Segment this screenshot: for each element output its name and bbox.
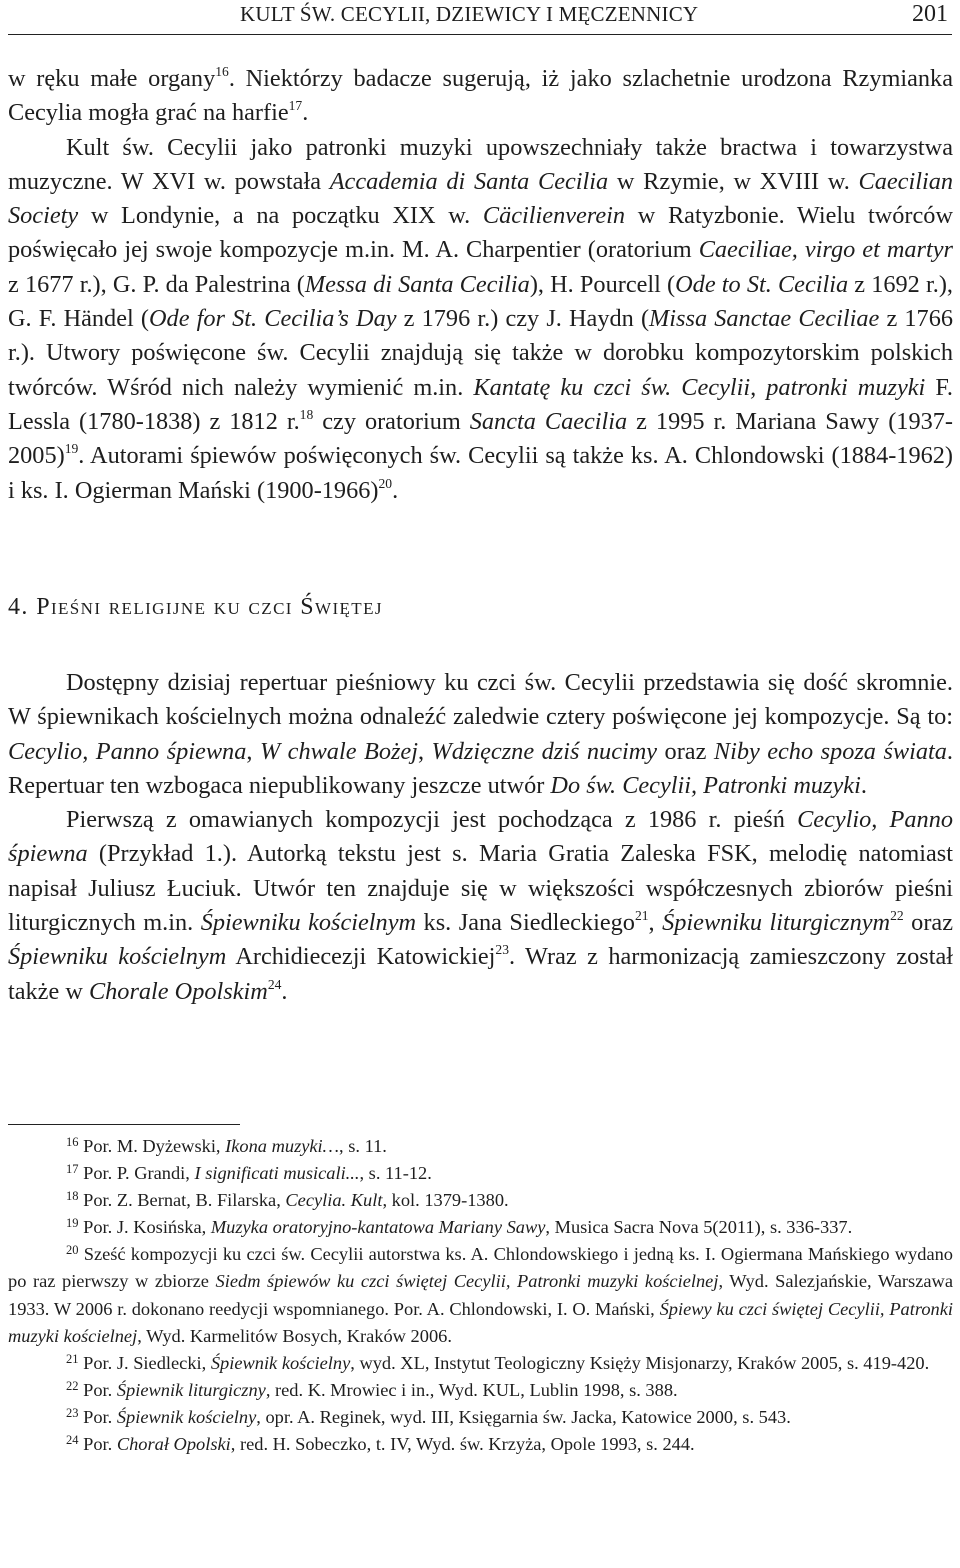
section-title: Pieśni religijne ku czci Świętej <box>36 594 383 620</box>
footnote-number: 22 <box>66 1378 79 1393</box>
section-heading <box>8 594 383 621</box>
footnote-ref: 23 <box>495 942 509 958</box>
footnote-item: $^{24}$ Por. Chorał Opolski, red. H. Sobeczko, t. IV, Wyd. św. Krzyża, Opole 1993, s. 244. <box>66 1432 695 1455</box>
footnote-ref: 19 <box>64 441 79 457</box>
footnote-number: 23 <box>66 1405 79 1420</box>
footnote-ref: 17 <box>288 98 303 114</box>
footnote-number: 24 <box>66 1432 79 1447</box>
italic-title: Sancta Caecilia <box>469 407 628 435</box>
footnote-number: 19 <box>66 1216 79 1231</box>
italic-title: Śpiewnik liturgiczny <box>116 1379 266 1400</box>
italic-title: Niby echo spoza świata <box>713 737 947 765</box>
footnote-number: 21 <box>66 1351 79 1366</box>
italic-title: Kantatę ku czci św. Cecylii, patronki muzyki <box>473 373 926 401</box>
footnote-separator <box>8 1124 240 1125</box>
italic-title: Śpiewnik kościelny <box>116 1406 257 1427</box>
italic-title: Śpiewniku liturgicznym <box>662 909 891 937</box>
body-text-upper <box>8 62 953 508</box>
italic-title: W chwale Bożej <box>259 737 418 765</box>
section-number: 4. <box>8 594 29 620</box>
footnote-ref: 20 <box>378 475 393 491</box>
italic-title: Ode for St. Cecilia’s Day <box>149 305 397 333</box>
footnote-item: $^{22}$ Por. Śpiewnik liturgiczny, red. K. Mrowiec i in., Wyd. KUL, Lublin 1998, s. 388. <box>66 1378 678 1400</box>
footnote-ref: 22 <box>890 907 904 923</box>
paragraph: Dostępny dzisiaj repertuar pieśniowy ku czci św. Cecylii przedstawia się dość skromnie. W śpiewnikach kościelnych można odnaleźć zaledwie cztery poświęcone jej kompozycje. Są to: Cecylio, Panno śpiewna, W chwale Bożej, Wdzięczne dziś nucimy oraz Niby echo spoza świata. Repertuar ten wzbogaca niepublikowany jeszcze utwór Do św. Cecylii, Patronki muzyki. <box>8 669 953 799</box>
italic-title: I significati musicali... <box>194 1163 360 1184</box>
italic-title: Siedm śpiewów ku czci świętej Cecylii, Patronki muzyki kościelnej <box>215 1271 719 1292</box>
italic-title: Cecylia. Kult <box>285 1190 383 1211</box>
footnote-item: $^{23}$ Por. Śpiewnik kościelny, opr. A. Reginek, wyd. III, Księgarnia św. Jacka, Katowice 2000, s. 543. <box>66 1405 791 1427</box>
italic-title: Cäcilienverein <box>482 202 626 230</box>
italic-title: Missa Sanctae Ceciliae <box>649 305 880 333</box>
italic-title: Ikona muzyki… <box>225 1136 340 1156</box>
footnote-item: $^{19}$ Por. J. Kosińska, Muzyka oratoryjno-kantatowa Mariany Sawy, Musica Sacra Nova 5(2011), s. 336-337. <box>66 1216 853 1238</box>
paragraph: w ręku małe organy$^{16}$. Niektórzy badacze sugerują, iż jako szlachetnie urodzona Rzymianka Cecylia mogła grać na harfie$^{17}$. <box>8 63 953 127</box>
running-head <box>8 0 952 35</box>
footnote-item: $^{21}$ Por. J. Siedlecki, Śpiewnik kościelny, wyd. XL, Instytut Teologiczny Księży Misjonarzy, Kraków 2005, s. 419-420. <box>66 1351 930 1373</box>
paragraph: Kult św. Cecylii jako patronki muzyki upowszechniały także bractwa i towarzystwa muzyczne. W XVI w. powstała Accademia di Santa Cecilia w Rzymie, w XVIII w. Caecilian Society w Londynie, a na początku XIX w. Cäcilienverein w Ratyzbonie. Wielu twórców poświęcało jej swoje kompozycje m.in. M. A. Charpentier (oratorium Caeciliae, virgo et martyr z 1677 r.), G. P. da Palestrina (Messa di Santa Cecilia), H. Pourcell (Ode to St. Cecilia z 1692 r.), G. F. Händel (Ode for St. Cecilia’s Day z 1796 r.) czy J. Haydn (Missa Sanctae Ceciliae z 1766 r.). Utwory poświęcone św. Cecylii znajdują się także w dorobku kompozytorskim polskich twórców. Wśród nich należy wymienić m.in. Kantatę ku czci św. Cecylii, patronki muzyki F. Lessla (1780-1838) z 1812 r.$^{18}$ czy oratorium Sancta Caecilia z 1995 r. Mariana Sawy (1937-2005)$^{19}$. Autorami śpiewów poświęconych św. Cecylii są także ks. A. Chlondowski (1884-1962) i ks. I. Ogierman Mański (1900-1966)$^{20}$. <box>8 133 954 504</box>
italic-title: Cecylio, Panno śpiewna <box>8 806 953 868</box>
italic-title: Wdzięczne dziś nucimy <box>431 737 658 765</box>
footnote-number: 18 <box>66 1188 79 1203</box>
footnote-item: $^{18}$ Por. Z. Bernat, B. Filarska, Cecylia. Kult, kol. 1379-1380. <box>66 1188 509 1211</box>
body-text-lower <box>8 666 953 1009</box>
footnote-ref: 21 <box>634 907 649 923</box>
italic-title: Śpiewniku kościelnym <box>8 943 227 971</box>
italic-title: Accademia di Santa Cecilia <box>329 167 609 195</box>
page-number: 201 <box>912 1 948 27</box>
footnote-item: $^{17}$ Por. P. Grandi, I significati musicali..., s. 11-12. <box>66 1161 432 1184</box>
footnote-ref: 24 <box>267 976 282 992</box>
footnotes <box>8 1133 953 1458</box>
italic-title: Chorale Opolskim <box>88 977 268 1005</box>
italic-title: Chorał Opolski <box>116 1434 231 1455</box>
footnote-item: $^{16}$ Por. M. Dyżewski, Ikona muzyki…, s. 11. <box>66 1134 387 1156</box>
italic-title: Caeciliae, virgo et martyr <box>698 236 953 264</box>
italic-title: Caecilian Society <box>8 167 954 230</box>
footnote-ref: 16 <box>215 63 229 79</box>
footnote-number: 17 <box>66 1161 79 1176</box>
footnote-ref: 18 <box>299 406 314 422</box>
italic-title: Muzyka oratoryjno-kantatowa Mariany Sawy <box>210 1217 546 1238</box>
italic-title: Śpiewniku kościelnym <box>200 909 417 937</box>
italic-title: Śpiewy ku czci świętej Cecylii, Patronki muzyki kościelnej <box>8 1298 953 1346</box>
italic-title: Do św. Cecylii, Patronki muzyki <box>550 771 861 799</box>
italic-title: Cecylio, Panno śpiewna <box>8 737 247 765</box>
footnote-number: 20 <box>66 1243 79 1258</box>
italic-title: Ode to St. Cecilia <box>675 270 849 298</box>
paragraph: Pierwszą z omawianych kompozycji jest pochodząca z 1986 r. pieśń Cecylio, Panno śpiewna (Przykład 1.). Autorką tekstu jest s. Maria Gratia Zaleska FSK, melodię natomiast napisał Juliusz Łuciuk. Utwór ten znajduje się w większości współczesnych zbiorów pieśni liturgicznych m.in. Śpiewniku kościelnym ks. Jana Siedleckiego$^{21}$, Śpiewniku liturgicznym$^{22}$ oraz Śpiewniku kościelnym Archidiecezji Katowickiej$^{23}$. Wraz z harmonizacją zamieszczony został także w Chorale Opolskim$^{24}$. <box>8 806 953 1005</box>
footnote-item: $^{20}$ Sześć kompozycji ku czci św. Cecylii autorstwa ks. A. Chlondowskiego i jedną ks. I. Ogiermana Mańskiego wydano po raz pierwszy w zbiorze Siedm śpiewów ku czci świętej Cecylii, Patronki muzyki kościelnej, Wyd. Salezjańskie, Warszawa 1933. W 2006 r. dokonano reedycji wspomnianego. Por. A. Chlondowski, I. O. Mański, Śpiewy ku czci świętej Cecylii, Patronki muzyki kościelnej, Wyd. Karmelitów Bosych, Kraków 2006. <box>8 1243 953 1346</box>
footnote-number: 16 <box>66 1134 79 1149</box>
italic-title: Messa di Santa Cecilia <box>304 270 530 298</box>
italic-title: Śpiewnik kościelny <box>210 1352 351 1373</box>
running-head-title: KULT ŚW. CECYLII, DZIEWICY I MĘCZENNICY <box>240 2 699 26</box>
